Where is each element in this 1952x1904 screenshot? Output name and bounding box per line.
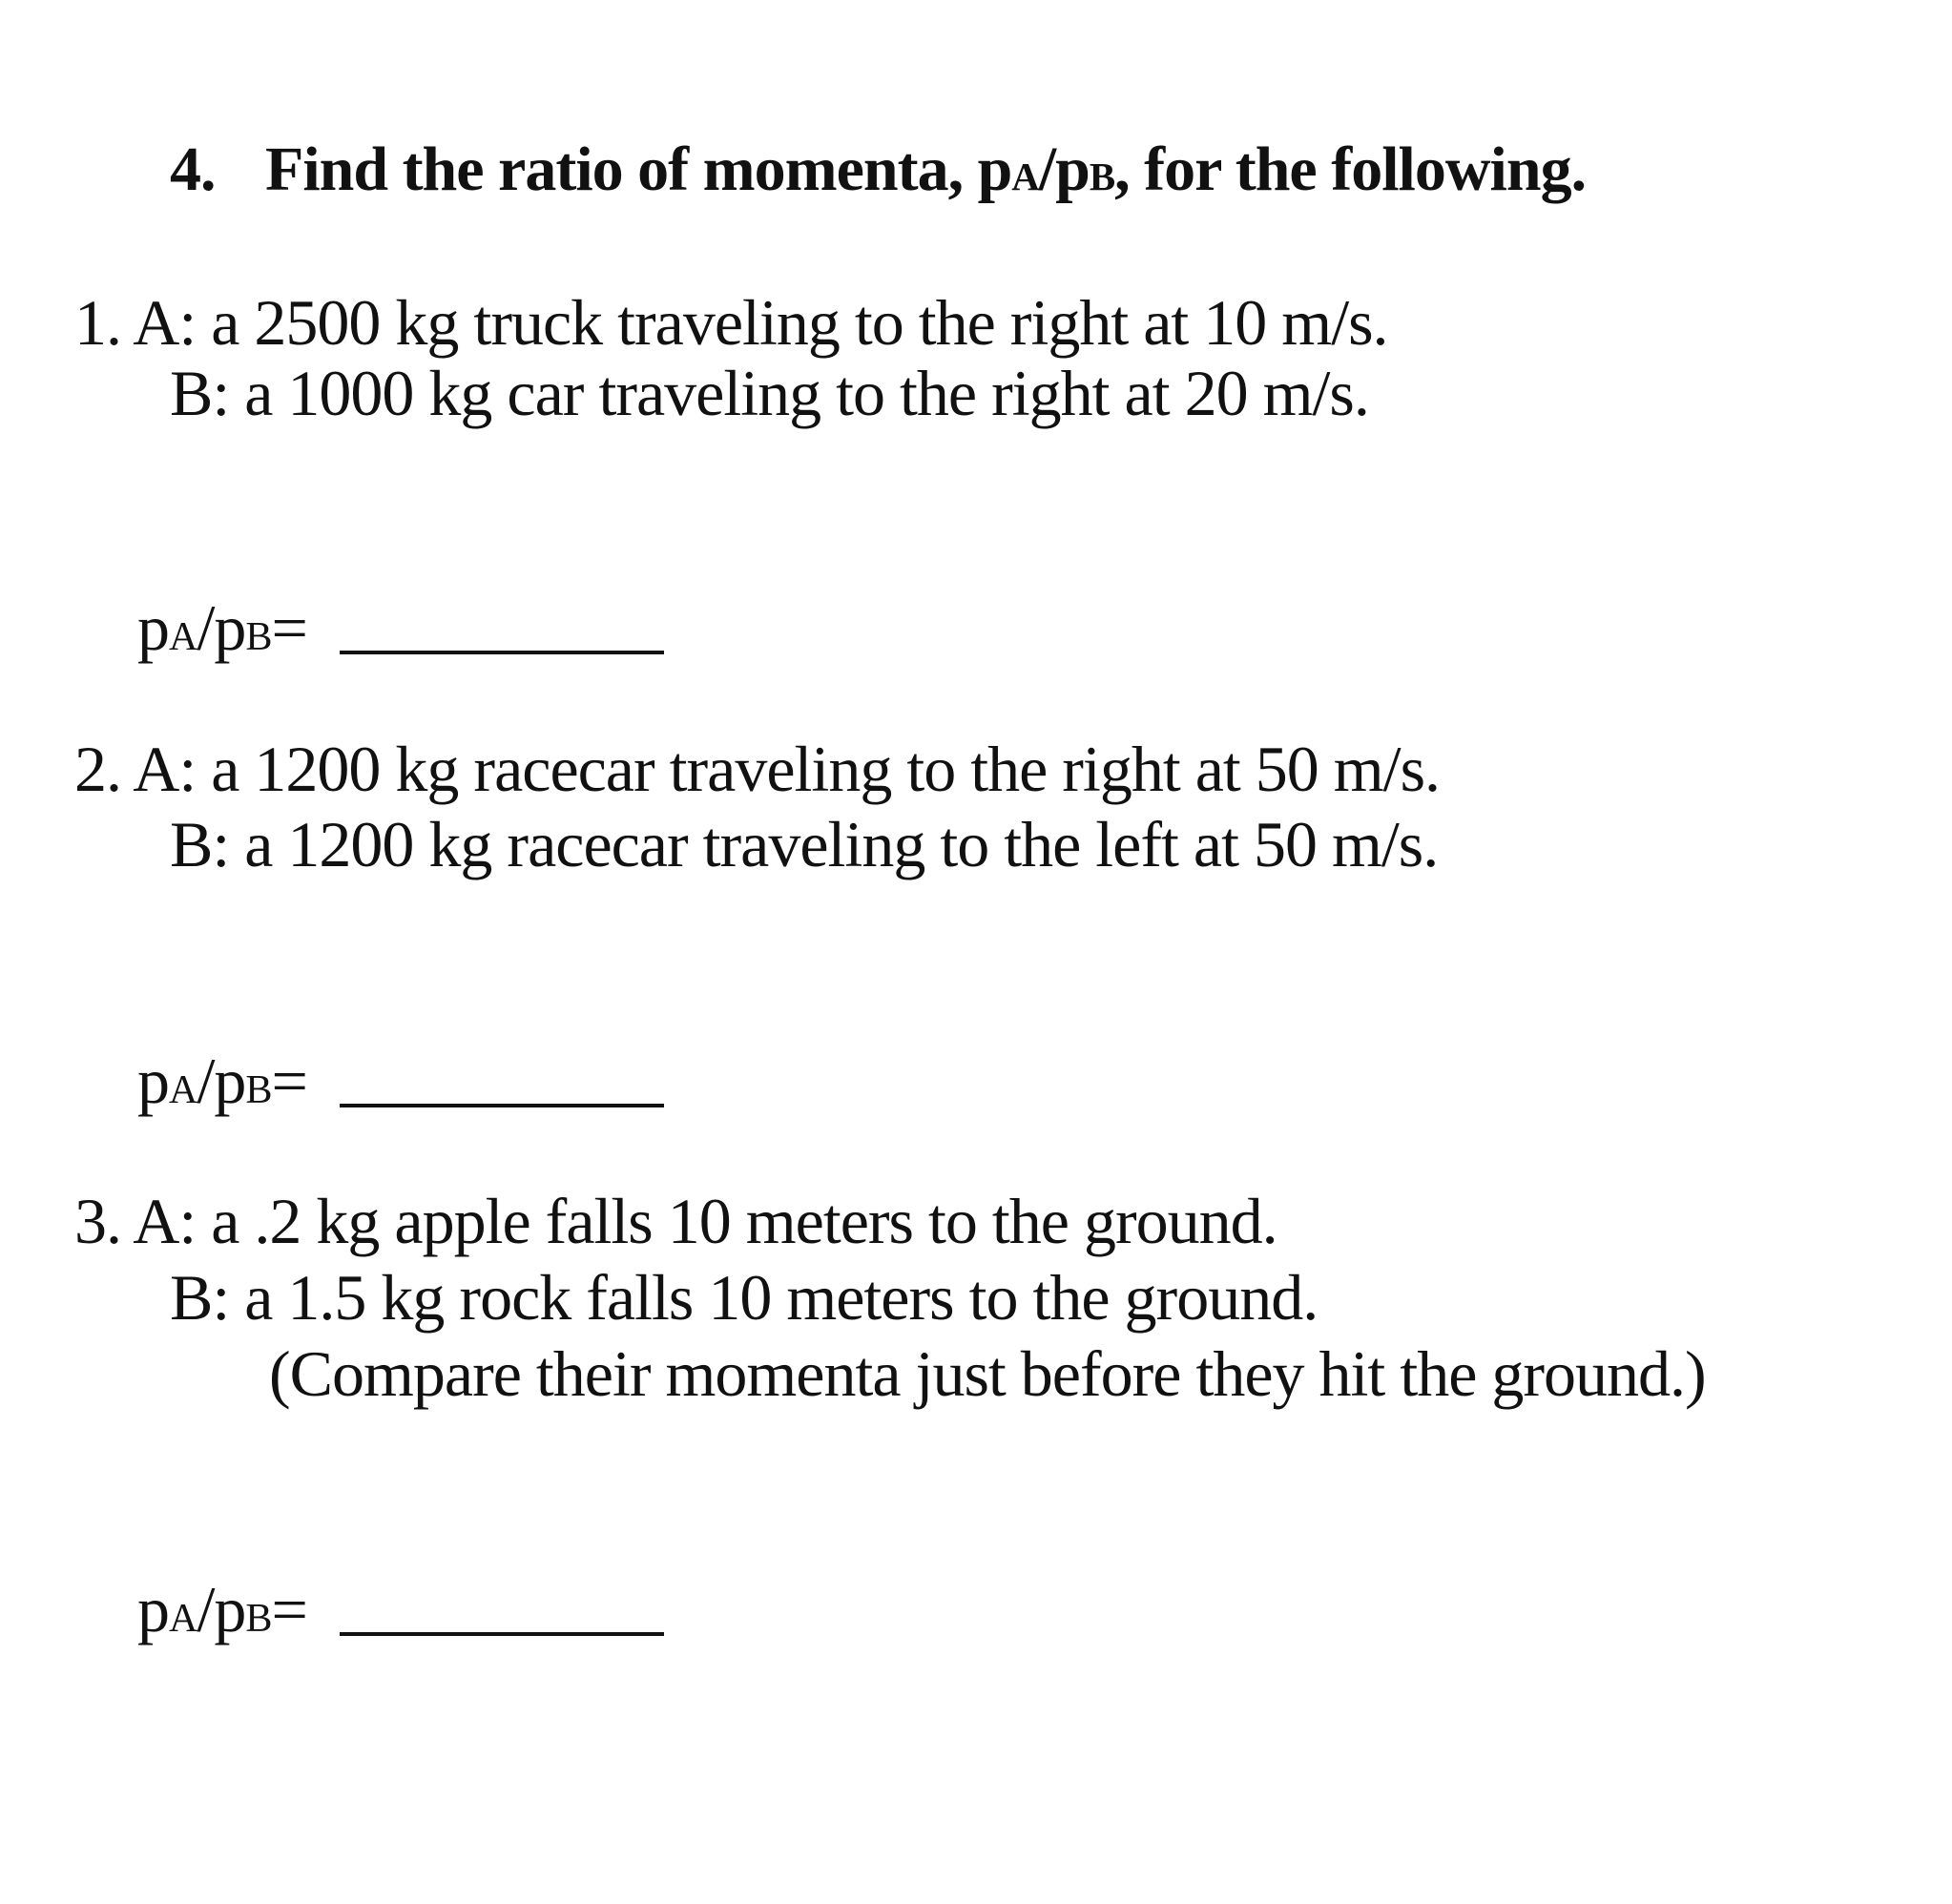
answer-subscript-b: B [245, 614, 272, 659]
answer-slash: /p [197, 1573, 246, 1645]
problem-2-line-b: B: a 1200 kg racecar traveling to the left at 50 m/s. [170, 808, 1439, 880]
heading-subscript-a: A [1011, 155, 1039, 198]
answer-equals: = [271, 1573, 307, 1645]
heading-text-after: , for the following. [1114, 135, 1587, 204]
problem-3-note: (Compare their momenta just before they hit the ground.) [269, 1337, 1706, 1410]
answer-label-2 [137, 1043, 307, 1128]
answer-label-1 [137, 590, 307, 675]
heading-slash: /p [1038, 135, 1090, 204]
answer-slash: /p [197, 591, 246, 664]
answer-p: p [137, 591, 169, 664]
answer-subscript-b: B [245, 1067, 272, 1112]
answer-label-3 [137, 1571, 307, 1657]
question-heading [170, 132, 1586, 216]
answer-blank-3[interactable] [340, 1632, 664, 1636]
problem-1-line-a: 1. A: a 2500 kg truck traveling to the right at 10 m/s. [74, 286, 1388, 359]
answer-subscript-b: B [245, 1596, 272, 1641]
problem-2-line-a: 2. A: a 1200 kg racecar traveling to the right at 50 m/s. [74, 733, 1441, 805]
problem-1-line-b: B: a 1000 kg car traveling to the right at 20 m/s. [170, 357, 1369, 429]
problem-3-line-b: B: a 1.5 kg rock falls 10 meters to the ground. [170, 1261, 1319, 1334]
answer-slash: /p [197, 1045, 246, 1117]
answer-p: p [137, 1573, 169, 1645]
heading-subscript-b: B [1089, 155, 1115, 198]
answer-equals: = [271, 591, 307, 664]
answer-blank-2[interactable] [340, 1104, 664, 1107]
heading-text-before: Find the ratio of momenta, p [265, 135, 1012, 204]
answer-subscript-a: A [169, 1067, 197, 1112]
answer-equals: = [271, 1045, 307, 1117]
problem-3-line-a: 3. A: a .2 kg apple falls 10 meters to the ground. [74, 1185, 1277, 1257]
answer-subscript-a: A [169, 1596, 197, 1641]
question-number: 4. [170, 135, 216, 204]
answer-blank-1[interactable] [340, 651, 664, 654]
answer-subscript-a: A [169, 614, 197, 659]
answer-p: p [137, 1045, 169, 1117]
